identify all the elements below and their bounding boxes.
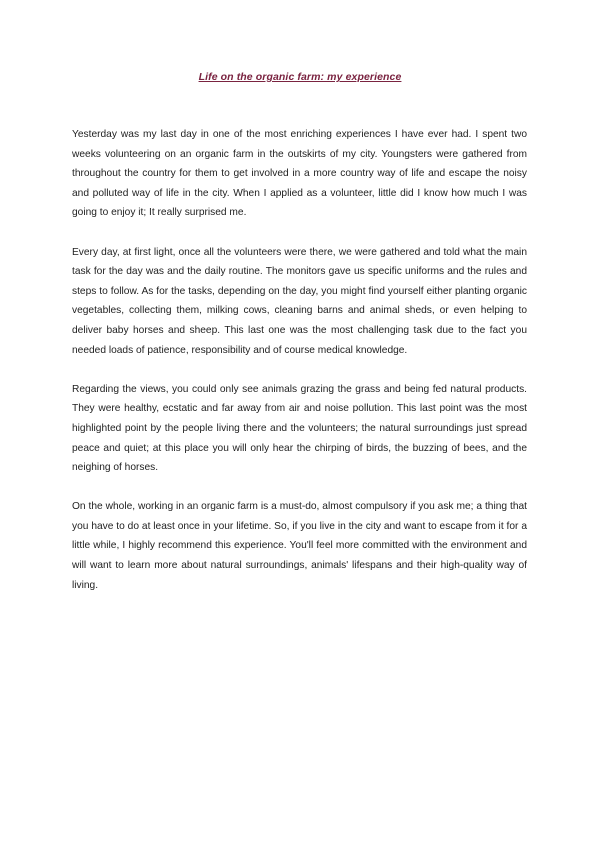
paragraph-1: Yesterday was my last day in one of the most enriching experiences I have ever had. I spent two weeks volunteering on an organic farm in the outskirts of my city. Youngsters were gathered from throughout the country for them to get involved in a more country way of life and escape the noisy and polluted way of life in the city. When I applied as a volunteer, little did I know how much I was going to enjoy it; It really surprised me. <box>72 129 527 219</box>
document-body <box>72 125 527 615</box>
paragraph-4: On the whole, working in an organic farm is a must-do, almost compulsory if you ask me; a thing that you have to do at least once in your lifetime. So, if you live in the city and want to escape from it for a little while, I highly recommend this experience. You'll feel more committed with the environment and will want to learn more about natural surroundings, animals' lifespans and their high-quality way of living. <box>72 501 527 591</box>
document-title: Life on the organic farm: my experience <box>198 71 402 83</box>
paragraph-2: Every day, at first light, once all the volunteers were there, we were gathered and told what the main task for the day was and the daily routine. The monitors gave us specific uniforms and the rules and steps to follow. As for the tasks, depending on the day, you might find yourself either planting organic vegetables, collecting them, milking cows, cleaning barns and animal sheds, or even helping to deliver baby horses and sheep. This last one was the most challenging task due to the fact you needed loads of patience, responsibility and of course medical knowledge. <box>72 246 527 356</box>
paragraph-3: Regarding the views, you could only see animals grazing the grass and being fed natural products. They were healthy, ecstatic and far away from air and noise pollution. This last point was the most highlighted point by the people living there and the volunteers; the natural surroundings just spread peace and quiet; at this place you will only hear the chirping of birds, the buzzing of bees, and the neighing of horses. <box>72 383 527 474</box>
